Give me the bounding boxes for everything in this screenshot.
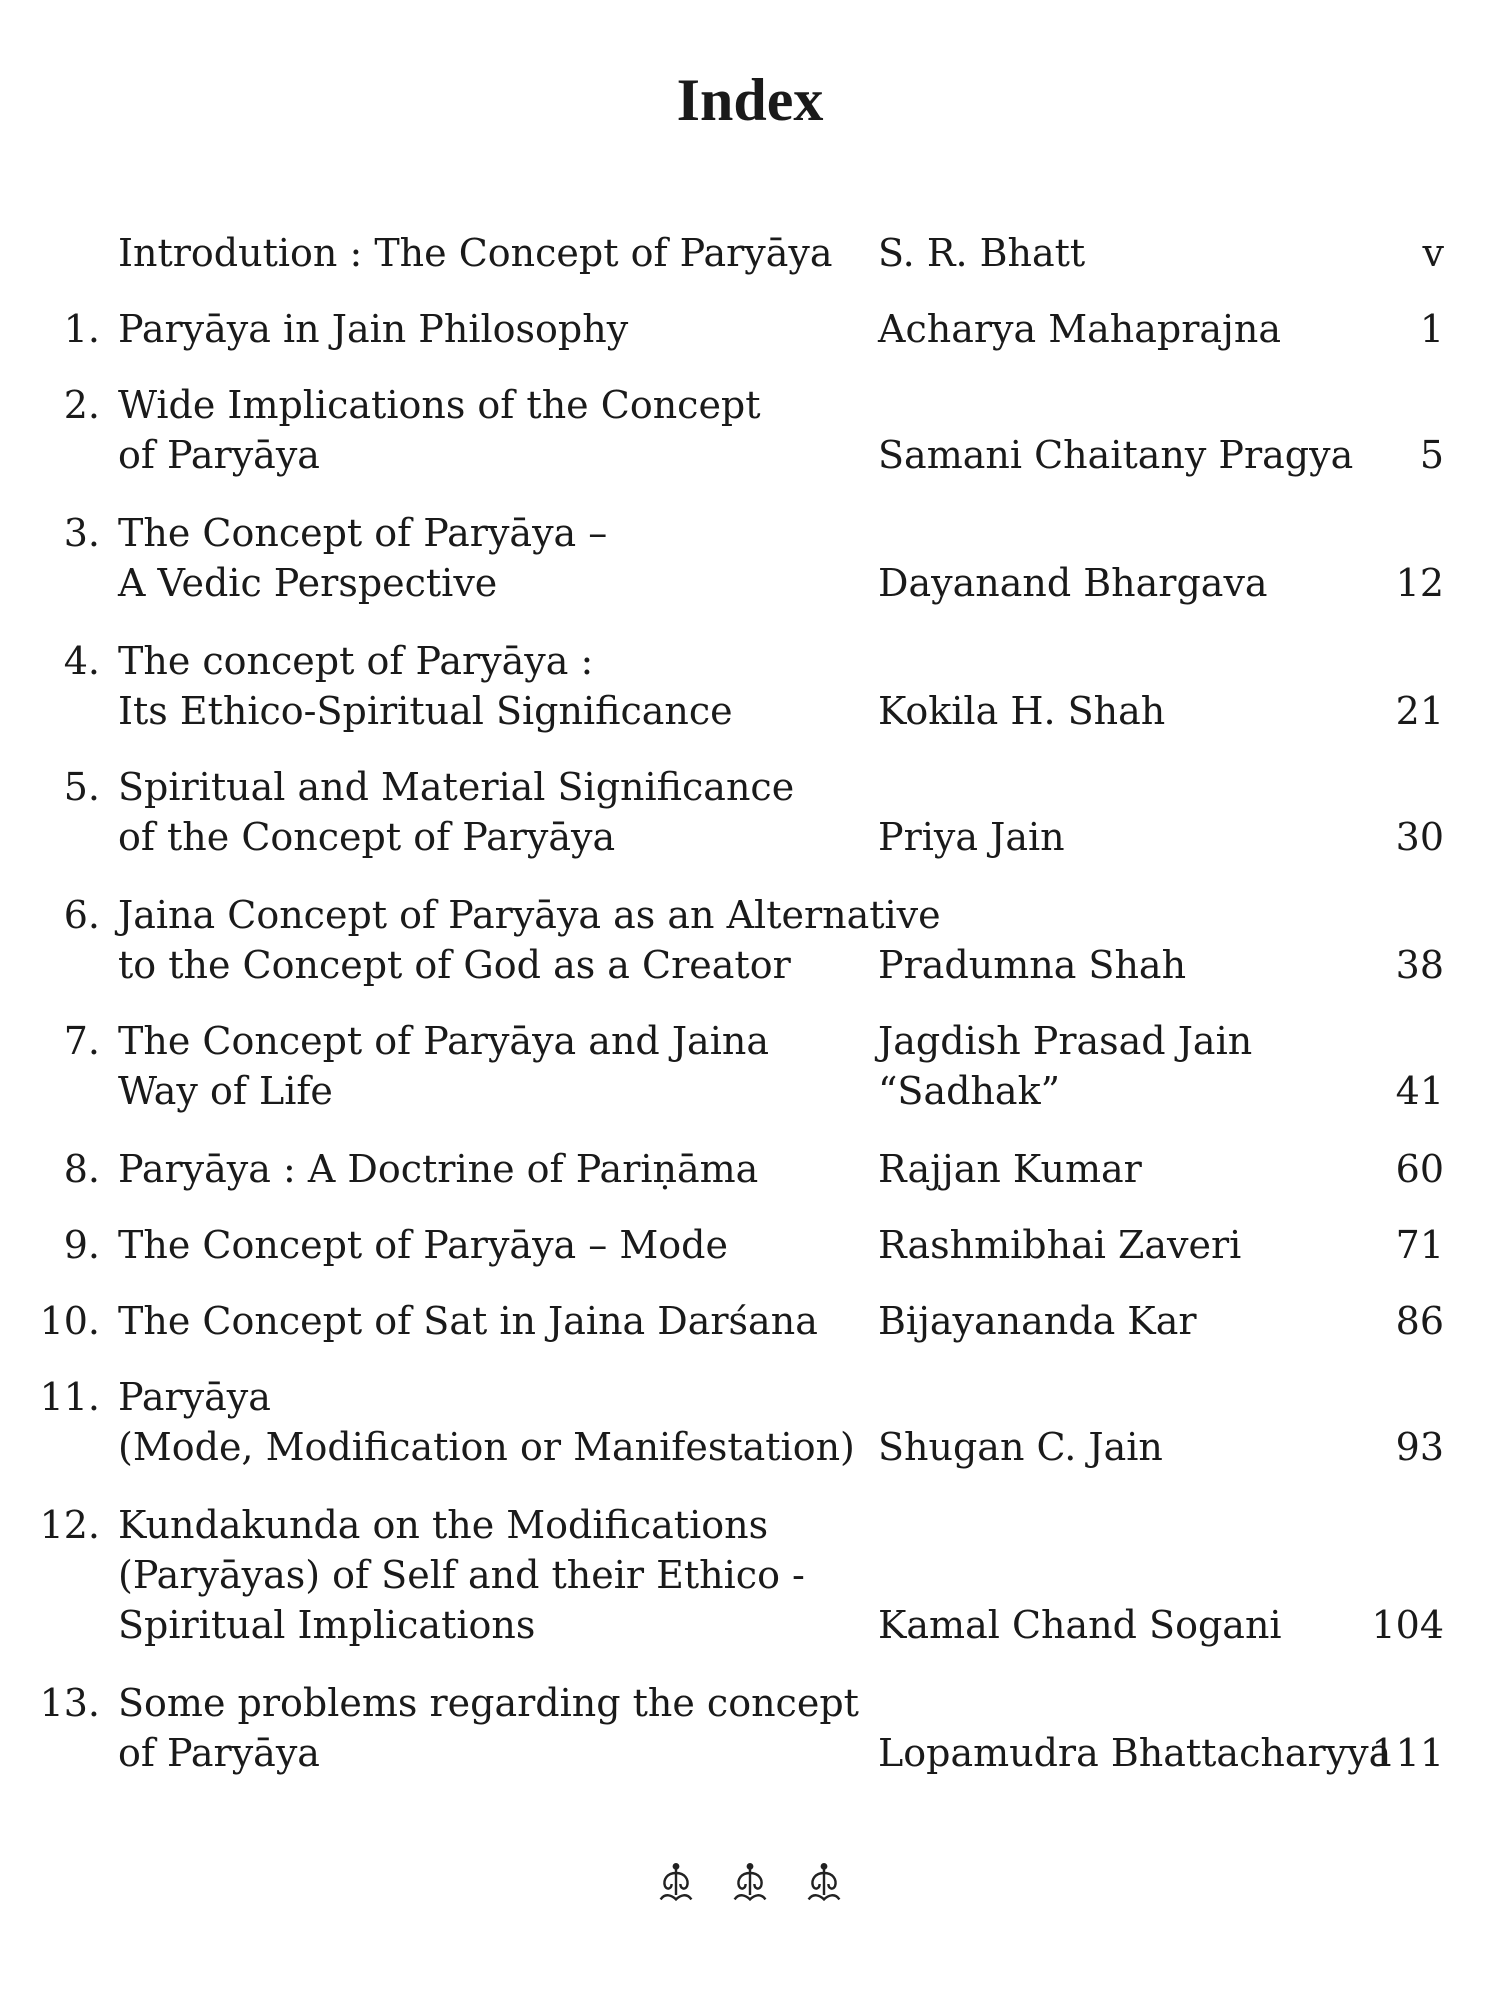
entry-title bbox=[118, 890, 941, 990]
entry-author bbox=[878, 558, 1398, 608]
entry-title-line: Paryāya : A Doctrine of Pariṇāma bbox=[118, 1147, 759, 1191]
entry-page-number: 71 bbox=[1395, 1223, 1444, 1267]
entry-number: 1. bbox=[63, 307, 100, 351]
entry-title-line: Jaina Concept of Paryāya as an Alternative bbox=[118, 893, 941, 937]
entry-author-line: Jagdish Prasad Jain bbox=[878, 1019, 1253, 1063]
entry-title-line: Its Ethico-Spiritual Significance bbox=[118, 689, 733, 733]
entry-title bbox=[118, 508, 878, 608]
entry-number: 6. bbox=[63, 893, 100, 937]
entry-page-number: 21 bbox=[1395, 689, 1444, 733]
entry-author-line: Kokila H. Shah bbox=[878, 689, 1166, 733]
entry-title-line: Introdution : The Concept of Paryāya bbox=[118, 231, 833, 275]
entry-page-number: 1 bbox=[1419, 307, 1444, 351]
ornament-divider bbox=[0, 1862, 1500, 1906]
entry-author bbox=[878, 1600, 1398, 1650]
entry-number: 12. bbox=[39, 1503, 100, 1547]
entry-author-line: Shugan C. Jain bbox=[878, 1425, 1163, 1469]
entry-author-line: Lopamudra Bhattacharyya bbox=[878, 1731, 1392, 1775]
entry-page-number: 86 bbox=[1395, 1299, 1444, 1343]
entry-title bbox=[118, 1678, 878, 1778]
entry-title-line: Kundakunda on the Modifications bbox=[118, 1503, 769, 1547]
entry-page-number: 38 bbox=[1395, 943, 1444, 987]
entry-page-number: 30 bbox=[1395, 815, 1444, 859]
entry-title bbox=[118, 304, 878, 354]
entry-title-line: Spiritual Implications bbox=[118, 1603, 536, 1647]
entry-author bbox=[878, 228, 1398, 278]
entry-page-number: 104 bbox=[1371, 1603, 1444, 1647]
entry-number: 11. bbox=[39, 1375, 100, 1419]
entry-title-line: Paryāya bbox=[118, 1375, 271, 1419]
entry-title-line: The Concept of Paryāya – Mode bbox=[118, 1223, 728, 1267]
entry-title bbox=[118, 1296, 878, 1346]
entry-author bbox=[878, 1016, 1398, 1116]
entry-title-line: The Concept of Paryāya and Jaina bbox=[118, 1019, 769, 1063]
entry-author bbox=[878, 1728, 1398, 1778]
entry-page-number: 41 bbox=[1395, 1069, 1444, 1113]
entry-number: 8. bbox=[63, 1147, 100, 1191]
entry-title-line: of Paryāya bbox=[118, 433, 320, 477]
entry-number: 4. bbox=[63, 639, 100, 683]
entry-title bbox=[118, 1372, 878, 1472]
entry-title-line: Some problems regarding the concept bbox=[118, 1681, 859, 1725]
entry-title bbox=[118, 1220, 878, 1270]
entry-number: 2. bbox=[63, 383, 100, 427]
entry-author bbox=[878, 304, 1398, 354]
entry-title-line: of the Concept of Paryāya bbox=[118, 815, 616, 859]
entry-title-line: (Paryāyas) of Self and their Ethico - bbox=[118, 1553, 805, 1597]
entry-number: 3. bbox=[63, 511, 100, 555]
entry-author-line: Bijayananda Kar bbox=[878, 1299, 1197, 1343]
entry-page-number: 111 bbox=[1371, 1731, 1444, 1775]
entry-title-line: of Paryāya bbox=[118, 1731, 320, 1775]
entry-title-line: (Mode, Modification or Manifestation) bbox=[118, 1425, 855, 1469]
entry-page-number: 93 bbox=[1395, 1425, 1444, 1469]
entry-author-line: Samani Chaitany Pragya bbox=[878, 433, 1354, 477]
entry-author bbox=[878, 1296, 1398, 1346]
entry-number: 9. bbox=[63, 1223, 100, 1267]
entry-number: 7. bbox=[63, 1019, 100, 1063]
entry-author bbox=[878, 1144, 1398, 1194]
entry-number: 10. bbox=[39, 1299, 100, 1343]
entry-author bbox=[878, 686, 1398, 736]
entry-title bbox=[118, 636, 878, 736]
entry-author-line: Rajjan Kumar bbox=[878, 1147, 1142, 1191]
entry-title-line: The Concept of Paryāya – bbox=[118, 511, 608, 555]
entry-title-line: Wide Implications of the Concept bbox=[118, 383, 761, 427]
entry-title bbox=[118, 1016, 878, 1116]
fleuron-icon bbox=[802, 1862, 846, 1906]
entry-page-number: v bbox=[1422, 231, 1444, 275]
entry-author-line: S. R. Bhatt bbox=[878, 231, 1086, 275]
entry-page-number: 60 bbox=[1395, 1147, 1444, 1191]
entry-title bbox=[118, 1500, 878, 1650]
entry-author-line: Kamal Chand Sogani bbox=[878, 1603, 1282, 1647]
entry-title bbox=[118, 228, 878, 278]
entry-author bbox=[878, 430, 1398, 480]
entry-title-line: Paryāya in Jain Philosophy bbox=[118, 307, 629, 351]
entry-author-line: Acharya Mahaprajna bbox=[878, 307, 1281, 351]
entry-title-line: The concept of Paryāya : bbox=[118, 639, 594, 683]
entry-title-line: Spiritual and Material Significance bbox=[118, 765, 795, 809]
entry-author bbox=[878, 1220, 1398, 1270]
fleuron-icon bbox=[654, 1862, 698, 1906]
entry-number: 13. bbox=[39, 1681, 100, 1725]
entry-title bbox=[118, 380, 878, 480]
entry-title bbox=[118, 762, 878, 862]
entry-page-number: 5 bbox=[1419, 433, 1444, 477]
entry-author-line: Dayanand Bhargava bbox=[878, 561, 1268, 605]
entry-title-line: Way of Life bbox=[118, 1069, 333, 1113]
entry-author bbox=[878, 1422, 1398, 1472]
entry-author bbox=[878, 812, 1398, 862]
entry-author-line: Pradumna Shah bbox=[878, 943, 1187, 987]
entry-page-number: 12 bbox=[1395, 561, 1444, 605]
entry-title-line: A Vedic Perspective bbox=[118, 561, 498, 605]
entry-title-line: to the Concept of God as a Creator bbox=[118, 943, 791, 987]
page-title: Index bbox=[676, 67, 824, 133]
entry-title bbox=[118, 1144, 878, 1194]
entry-author-line: “Sadhak” bbox=[878, 1069, 1061, 1113]
entry-author-line: Priya Jain bbox=[878, 815, 1065, 859]
entry-author-line: Rashmibhai Zaveri bbox=[878, 1223, 1242, 1267]
entry-author bbox=[878, 940, 1398, 990]
fleuron-icon bbox=[728, 1862, 772, 1906]
entry-number: 5. bbox=[63, 765, 100, 809]
entry-title-line: The Concept of Sat in Jaina Darśana bbox=[118, 1299, 818, 1343]
